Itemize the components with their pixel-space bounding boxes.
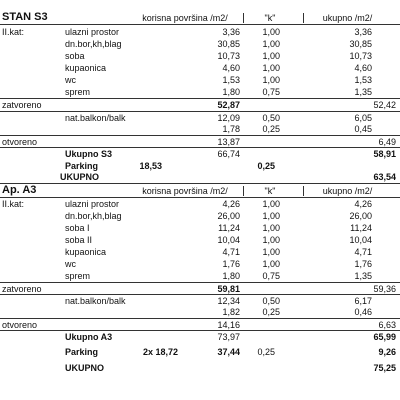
room-total: 6,17: [354, 296, 372, 306]
parking-qty: 2x 18,72: [143, 347, 179, 357]
grand-total: 63,54: [373, 172, 396, 182]
room-k: 0,50: [262, 296, 280, 306]
open-area: 14,16: [217, 320, 240, 330]
room-name: ulazni prostor: [65, 27, 120, 37]
floor-label: II.kat:: [2, 27, 25, 37]
room-name: dn.bor,kh,blag: [65, 211, 122, 221]
room-area: 10,73: [217, 51, 240, 61]
header-total: ukupno /m2/: [322, 186, 373, 196]
room-name: soba: [65, 51, 85, 61]
room-k: 1,00: [262, 235, 280, 245]
room-total: 4,60: [354, 63, 372, 73]
closed-label: zatvoreno: [2, 284, 42, 294]
room-area: 3,36: [222, 27, 240, 37]
room-total: 1,53: [354, 75, 372, 85]
room-area: 1,80: [222, 271, 240, 281]
room-area: 11,24: [218, 223, 240, 233]
room-k: 0,50: [262, 113, 280, 123]
room-k: 0,75: [262, 87, 280, 97]
closed-total: 59,36: [373, 284, 396, 294]
sum-total: 58,91: [373, 149, 396, 159]
room-k: 1,00: [262, 199, 280, 209]
room-k: 1,00: [262, 51, 280, 61]
parking-k: 0,25: [257, 161, 275, 171]
closed-label: zatvoreno: [2, 100, 42, 110]
open-total: 6,49: [378, 137, 396, 147]
sum-label: Ukupno A3: [65, 332, 113, 342]
room-k: 1,00: [262, 247, 280, 257]
floor-label: II.kat:: [2, 199, 25, 209]
room-area: 4,60: [222, 63, 240, 73]
room-k: 0,25: [262, 124, 280, 134]
room-area: 12,09: [217, 113, 240, 123]
room-total: 3,36: [354, 27, 372, 37]
header-k: "k": [264, 13, 276, 23]
room-total: 26,00: [349, 211, 372, 221]
header-k: "k": [264, 186, 276, 196]
row-divider: [0, 147, 400, 148]
room-area: 4,71: [222, 247, 240, 257]
sum-total: 65,99: [373, 332, 396, 342]
room-k: 1,00: [262, 259, 280, 269]
room-total: 11,24: [350, 223, 372, 233]
room-area: 1,78: [222, 124, 240, 134]
room-total: 1,35: [354, 271, 372, 281]
room-area: 12,34: [217, 296, 240, 306]
sum-label: Ukupno S3: [65, 149, 113, 159]
room-k: 0,75: [262, 271, 280, 281]
room-k: 1,00: [262, 223, 280, 233]
room-total: 0,46: [354, 307, 372, 317]
closed-area: 59,81: [217, 284, 240, 294]
room-area: 4,26: [222, 199, 240, 209]
section-title: STAN S3: [2, 11, 48, 23]
room-area: 10,04: [217, 235, 240, 245]
header-divider: [303, 13, 304, 23]
room-name: nat.balkon/balk: [65, 296, 126, 306]
section-divider: [0, 183, 400, 184]
room-name: kupaonica: [65, 63, 107, 73]
room-k: 1,00: [262, 27, 280, 37]
room-area: 1,82: [222, 307, 240, 317]
room-name: nat.balkon/balk: [65, 113, 126, 123]
room-name: dn.bor,kh,blag: [65, 39, 122, 49]
room-total: 10,04: [349, 235, 372, 245]
sum-area: 73,97: [217, 332, 240, 342]
header-divider: [303, 186, 304, 196]
room-total: 6,05: [354, 113, 372, 123]
header-divider: [243, 13, 244, 23]
grand-label: UKUPNO: [60, 172, 100, 182]
room-name: soba II: [65, 235, 93, 245]
room-name: kupaonica: [65, 247, 107, 257]
open-label: otvoreno: [2, 320, 38, 330]
room-total: 30,85: [349, 39, 372, 49]
room-total: 10,73: [349, 51, 372, 61]
parking-k: 0,25: [257, 347, 275, 357]
room-name: soba I: [65, 223, 90, 233]
parking-area: 18,53: [139, 161, 162, 171]
room-name: wc: [65, 75, 76, 85]
sum-area: 66,74: [217, 149, 240, 159]
row-divider: [0, 330, 400, 331]
row-divider: [0, 98, 400, 99]
header-underline: [0, 197, 400, 198]
grand-total: 75,25: [373, 363, 396, 373]
header-area: korisna površina /m2/: [142, 13, 228, 23]
room-total: 1,76: [354, 259, 372, 269]
header-total: ukupno /m2/: [322, 13, 373, 23]
room-k: 1,00: [262, 63, 280, 73]
row-divider: [0, 111, 400, 112]
room-k: 1,00: [262, 39, 280, 49]
room-name: ulazni prostor: [65, 199, 120, 209]
row-divider: [0, 282, 400, 283]
room-total: 4,71: [354, 247, 372, 257]
room-k: 1,00: [262, 211, 280, 221]
room-k: 0,25: [262, 307, 280, 317]
room-total: 0,45: [354, 124, 372, 134]
room-name: sprem: [65, 271, 91, 281]
parking-label: Parking: [65, 161, 99, 171]
row-divider: [0, 135, 400, 136]
row-divider: [0, 318, 400, 319]
room-area: 30,85: [217, 39, 240, 49]
header-divider: [243, 186, 244, 196]
room-area: 1,80: [222, 87, 240, 97]
open-total: 6,63: [378, 320, 396, 330]
header-area: korisna površina /m2/: [142, 186, 228, 196]
room-area: 1,76: [222, 259, 240, 269]
room-k: 1,00: [262, 75, 280, 85]
parking-total: 9,26: [378, 347, 396, 357]
parking-area: 37,44: [217, 347, 240, 357]
room-total: 4,26: [354, 199, 372, 209]
room-total: 1,35: [354, 87, 372, 97]
closed-total: 52,42: [373, 100, 396, 110]
section-title: Ap. A3: [2, 184, 37, 196]
room-area: 1,53: [222, 75, 240, 85]
open-area: 13,87: [217, 137, 240, 147]
room-name: wc: [65, 259, 76, 269]
parking-label: Parking: [65, 347, 99, 357]
header-underline: [0, 24, 400, 25]
grand-label: UKUPNO: [65, 363, 105, 373]
closed-area: 52,87: [217, 100, 240, 110]
room-area: 26,00: [217, 211, 240, 221]
room-name: sprem: [65, 87, 91, 97]
open-label: otvoreno: [2, 137, 38, 147]
row-divider: [0, 294, 400, 295]
